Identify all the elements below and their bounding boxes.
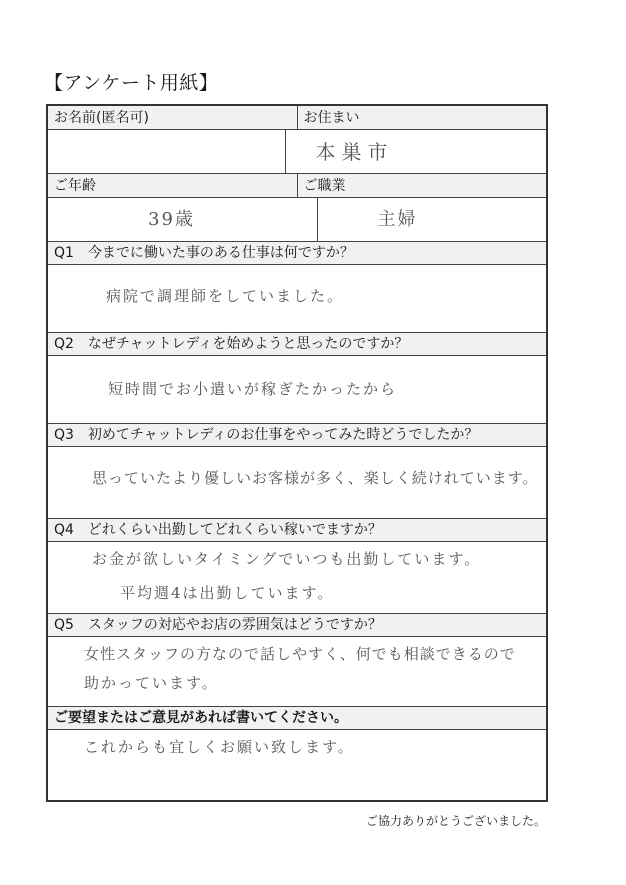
- answer-line: 女性スタッフの方なので話しやすく、何でも相談できるので: [84, 645, 516, 663]
- answer-line: 平均週4は出勤しています。: [120, 584, 335, 602]
- answer-line: 思っていたより優しいお客様が多く、楽しく続けれています。: [92, 469, 539, 487]
- answer-q1[interactable]: [48, 265, 546, 333]
- answer-line: 短時間でお小遣いが稼ぎたかったから: [108, 380, 398, 398]
- address-field[interactable]: 本巣市: [285, 130, 547, 173]
- answer-line: お金が欲しいタイミングでいつも出勤しています。: [92, 550, 482, 568]
- value-row-name-address: [48, 130, 546, 174]
- value-row-age-occupation: [48, 198, 546, 242]
- answer-q2[interactable]: [48, 356, 546, 424]
- label-row-name-address: [48, 106, 546, 130]
- survey-form: [46, 104, 548, 802]
- name-field[interactable]: [48, 130, 285, 173]
- thank-you-note: ご協力ありがとうございました。: [365, 814, 546, 828]
- question-label-q5: Q5 スタッフの対応やお店の雰囲気はどうですか？: [48, 614, 546, 637]
- age-label: ご年齢: [54, 178, 96, 194]
- label-row-age-occupation: [48, 174, 546, 198]
- request-answer[interactable]: [48, 730, 546, 800]
- age-field[interactable]: 39歳: [148, 209, 195, 230]
- occupation-field[interactable]: 主婦: [317, 198, 547, 241]
- answer-q4[interactable]: [48, 542, 546, 614]
- answer-line: 病院で調理師をしていました。: [106, 287, 345, 305]
- occupation-label: ご職業: [297, 174, 547, 197]
- address-label: お住まい: [297, 106, 547, 129]
- answer-line: これからも宜しくお願い致します。: [84, 738, 355, 756]
- question-label-q2: Q2 なぜチャットレディを始めようと思ったのですか？: [48, 333, 546, 356]
- form-title: 【アンケート用紙】: [44, 72, 219, 94]
- request-label: ご要望またはご意見があれば書いてください。: [48, 707, 546, 730]
- question-label-q3: Q3 初めてチャットレディのお仕事をやってみた時どうでしたか？: [48, 424, 546, 447]
- question-label-q4: Q4 どれくらい出勤してどれくらい稼いでますか？: [48, 519, 546, 542]
- answer-q3[interactable]: [48, 447, 546, 519]
- answer-line: 助かっています。: [84, 674, 219, 692]
- answer-q5[interactable]: [48, 637, 546, 707]
- name-label: お名前(匿名可): [54, 110, 149, 126]
- question-label-q1: Q1 今までに働いた事のある仕事は何ですか？: [48, 242, 546, 265]
